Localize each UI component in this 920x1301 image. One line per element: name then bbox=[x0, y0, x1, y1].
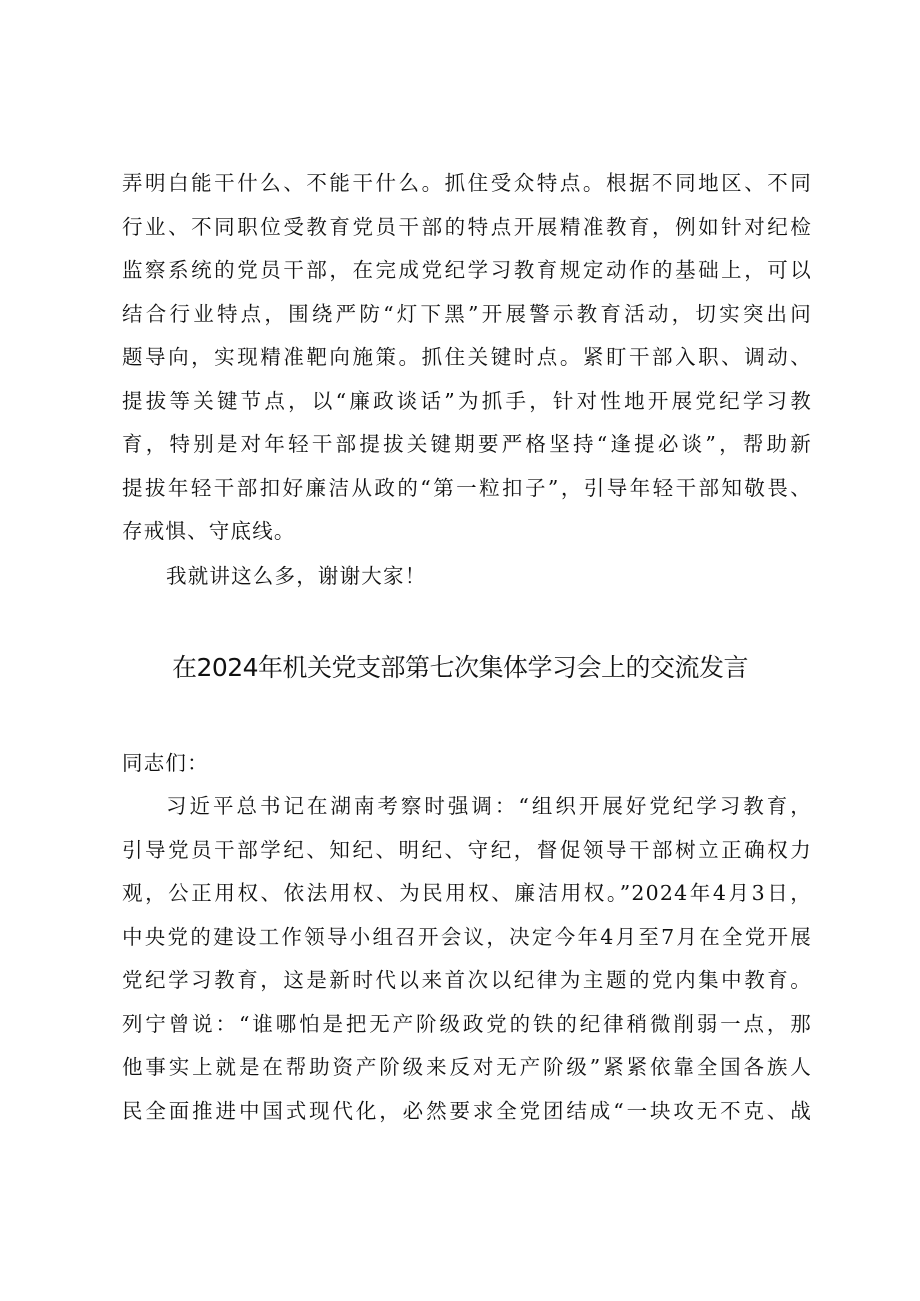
paragraph-line: 党纪学习教育，这是新时代以来首次以纪律为主题的党内集中教育。 bbox=[122, 968, 812, 992]
paragraph-line: 中央党的建设工作领导小组召开会议，决定今年4月至7月在全党开展 bbox=[122, 924, 812, 949]
paragraph-line: 列宁曾说：“谁哪怕是把无产阶级政党的铁的纪律稍微削弱一点，那 bbox=[122, 1011, 812, 1036]
paragraph-line: 监察系统的党员干部，在完成党纪学习教育规定动作的基础上，可以 bbox=[122, 258, 812, 282]
salutation: 同志们： bbox=[122, 751, 209, 775]
paragraph-line: 存戒惧、守底线。 bbox=[122, 519, 296, 543]
paragraph-line: 习近平总书记在湖南考察时强调：“组织开展好党纪学习教育， bbox=[166, 794, 812, 818]
paragraph-line: 引导党员干部学纪、知纪、明纪、守纪，督促领导干部树立正确权力 bbox=[122, 837, 812, 862]
paragraph-line: 育，特别是对年轻干部提拔关键期要严格坚持“逢提必谈”，帮助新 bbox=[122, 432, 812, 456]
paragraph-line: 提拔年轻干部扣好廉洁从政的“第一粒扣子”，引导年轻干部知敬畏、 bbox=[122, 475, 812, 500]
closing-remark: 我就讲这么多，谢谢大家！ bbox=[166, 564, 427, 588]
paragraph-line: 民全面推进中国式现代化，必然要求全党团结成“一块攻无不克、战 bbox=[122, 1098, 812, 1123]
paragraph-line: 观，公正用权、依法用权、为民用权、廉洁用权。”2024年4月3日， bbox=[122, 881, 812, 905]
paragraph-line: 结合行业特点，围绕严防“灯下黑”开展警示教育活动，切实突出问 bbox=[122, 301, 812, 326]
speech-paragraph bbox=[122, 785, 812, 1133]
document-title: 在2024年机关党支部第七次集体学习会上的交流发言 bbox=[171, 653, 749, 682]
paragraph-line: 行业、不同职位受教育党员干部的特点开展精准教育，例如针对纪检 bbox=[122, 214, 812, 239]
paragraph-line: 他事实上就是在帮助资产阶级来反对无产阶级”紧紧依靠全国各族人 bbox=[122, 1055, 812, 1079]
continued-paragraph bbox=[122, 162, 812, 554]
paragraph-line: 弄明白能干什么、不能干什么。抓住受众特点。根据不同地区、不同 bbox=[122, 171, 812, 195]
paragraph-line: 题导向，实现精准靶向施策。抓住关键时点。紧盯干部入职、调动、 bbox=[122, 345, 812, 369]
paragraph-line: 提拔等关键节点，以“廉政谈话”为抓手，针对性地开展党纪学习教 bbox=[122, 388, 812, 413]
